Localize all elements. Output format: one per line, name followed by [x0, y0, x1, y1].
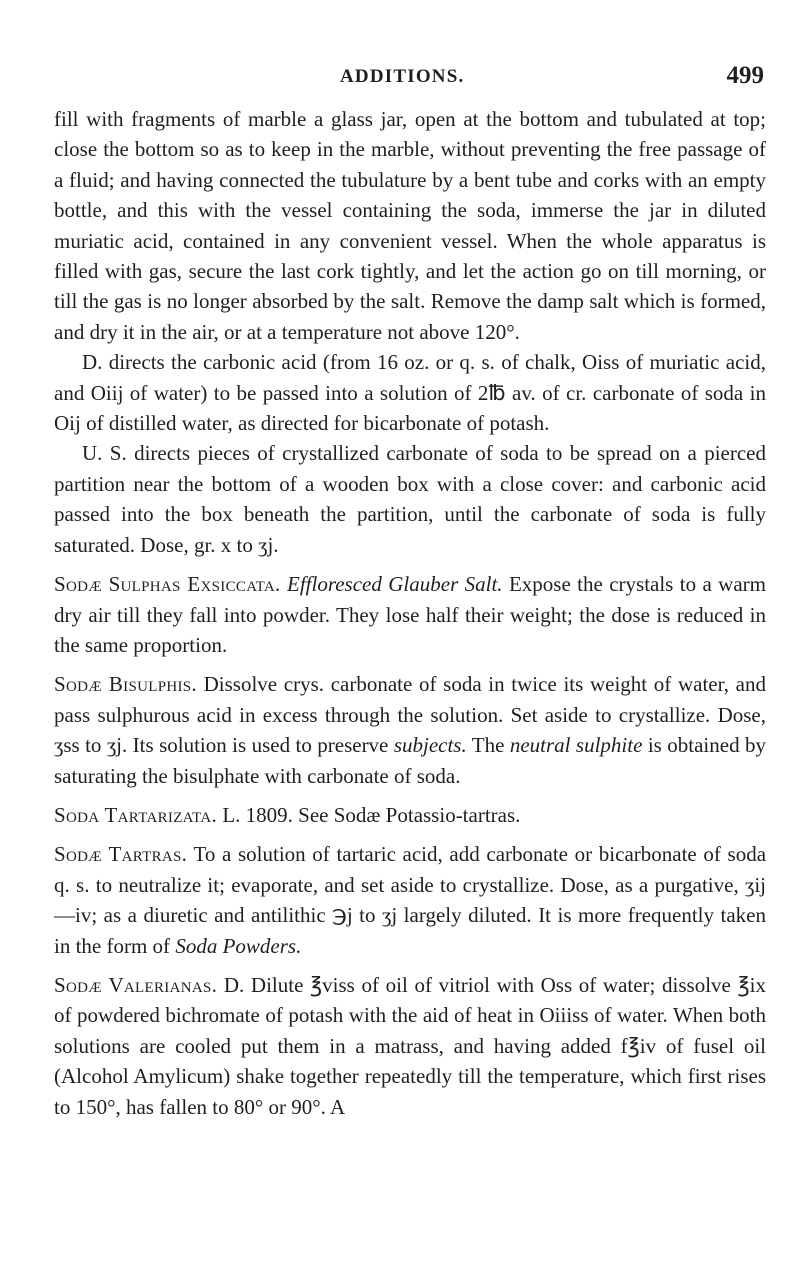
paragraph-text: fill with fragments of marble a glass jar, open at the bottom and tubulated at top; close the bottom so as to keep in the marble, without preventing the free passage of a fluid; and having connected the tubulature by a bent tube and corks with an empty bottle, and this with the vessel containing the soda, immerse the jar in diluted muriatic acid, contained in any convenient vessel. When the whole apparatus is filled with gas, secure the last cork tightly, and let the action go on till morning, or till the gas is no longer absorbed by the salt. Remove the damp salt which is formed, and dry it in the air, or at a temperature not above 120°.: [54, 107, 766, 344]
entry-heading: Sodæ Bisulphis.: [54, 672, 197, 697]
book-page: [54, 62, 767, 1122]
entry-text: is obtained by saturating the bisulphate with carbonate of soda.: [54, 733, 766, 788]
entry-heading: Sodæ Sulphas Exsiccata.: [54, 572, 281, 597]
paragraph-text: U. S. directs pieces of crystallized carbonate of soda to be spread on a pierced partition near the bottom of a wooden box with a close cover: and carbonic acid passed into the box beneath the partition, until the carbonate of soda is fully saturated. Dose, gr. x to ʒj.: [54, 441, 766, 557]
continuation-paragraph: [54, 104, 766, 347]
entry-text: To a solution of tartaric acid, add carbonate or bicarbonate of soda q. s. to neutralize it; evaporate, and set aside to crystallize. Dose, as a purgative, ʒij—iv; as a diuretic and antilithic ℈j to ʒj largely diluted. It is more frequently taken in the form of: [54, 842, 767, 958]
entry-text: The: [471, 733, 505, 758]
entry-sodae-bisulphis: [54, 669, 766, 791]
entry-italic-title: Effloresced Glauber Salt.: [287, 572, 503, 597]
entry-text: Expose the crystals to a warm dry air till they fall into powder. They lose half their weight; the dose is reduced in the same proportion.: [54, 572, 766, 657]
entry-italic-term: neutral sulphite: [509, 733, 643, 758]
entry-sodae-valerianas: [54, 970, 766, 1122]
entry-heading: Sodæ Valerianas.: [54, 972, 218, 997]
entry-text: D. Dilute ℥viss of oil of vitriol with Oss of water; dissolve ℥ix of powdered bichromate of potash with the aid of heat in Oiiiss of water. When both solutions are cooled put them in a matrass, and having added f℥iv of fusel oil (Alcohol Amylicum) shake together repeatedly till the temperature, which first rises to 150°, has fallen to 80° or 90°. A: [54, 972, 766, 1119]
running-title: ADDITIONS.: [340, 66, 465, 87]
entry-sodae-tartras: [54, 839, 766, 961]
entry-italic-term: Soda Powders.: [175, 933, 302, 958]
us-carbonic-acid-paragraph: [54, 438, 766, 560]
entry-sodae-sulphas-exsiccata: [54, 569, 766, 660]
paragraph-text: D. directs the carbonic acid (from 16 oz. or q. s. of chalk, Oiss of muriatic acid, and Oiij of water) to be passed into a solution of 2℔ av. of cr. carbonate of soda in Oij of distilled water, as directed for bicarbonate of potash.: [54, 350, 766, 436]
entry-text: L. 1809. See Sodæ Potassio-tartras.: [222, 802, 521, 827]
entry-italic-term: subjects.: [393, 733, 467, 758]
entry-soda-tartarizata: [54, 800, 766, 830]
dublin-carbonic-acid-paragraph: [54, 347, 766, 438]
running-head: [54, 62, 766, 96]
entry-heading: Soda Tartarizata.: [54, 802, 218, 827]
entry-heading: Sodæ Tartras.: [54, 842, 188, 867]
page-number: 499: [726, 62, 764, 89]
entry-text: Dissolve crys. carbonate of soda in twice its weight of water, and pass sulphurous acid in excess through the solution. Set aside to crystallize. Dose, ʒss to ʒj. Its solution is used to preserve: [54, 672, 766, 758]
